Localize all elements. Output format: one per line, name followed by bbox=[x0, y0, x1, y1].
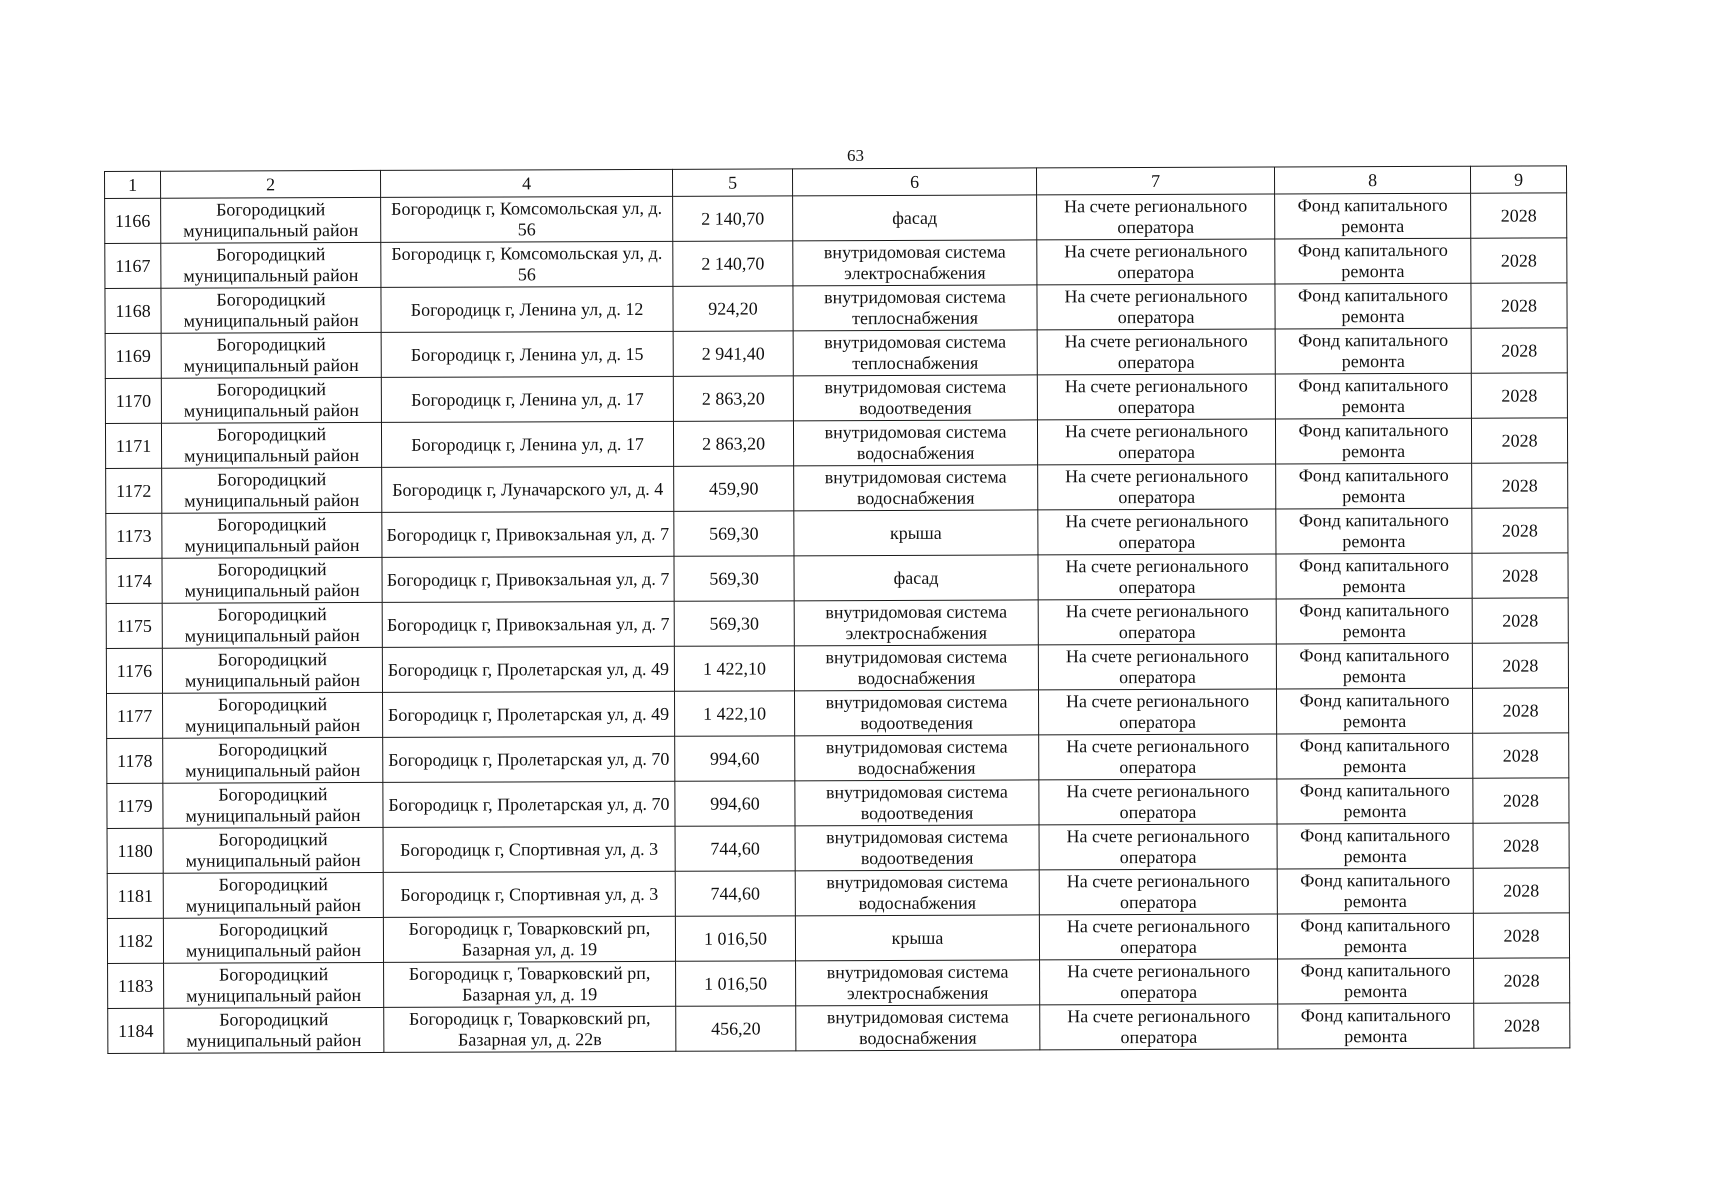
account-cell: На счете регионального оператора bbox=[1039, 869, 1277, 915]
row-number-cell: 1166 bbox=[105, 198, 161, 243]
funding-source-cell: Фонд капитального ремонта bbox=[1276, 688, 1472, 734]
area-cell: 569,30 bbox=[674, 511, 794, 556]
municipality-cell: Богородицкий муниципальный район bbox=[164, 1007, 384, 1053]
work-type-cell: внутридомовая система водоснабжения bbox=[795, 735, 1039, 781]
year-cell: 2028 bbox=[1473, 823, 1569, 868]
funding-source-cell: Фонд капитального ремонта bbox=[1275, 418, 1471, 464]
area-cell: 1 016,50 bbox=[675, 916, 795, 961]
work-type-cell: внутридомовая система водоснабжения bbox=[794, 645, 1038, 691]
funding-source-cell: Фонд капитального ремонта bbox=[1275, 328, 1471, 374]
municipality-cell: Богородицкий муниципальный район bbox=[161, 422, 381, 468]
column-header: 1 bbox=[105, 171, 161, 198]
account-cell: На счете регионального оператора bbox=[1037, 329, 1275, 375]
row-number-cell: 1173 bbox=[106, 513, 162, 558]
funding-source-cell: Фонд капитального ремонта bbox=[1275, 238, 1471, 284]
year-cell: 2028 bbox=[1472, 463, 1568, 508]
funding-source-cell: Фонд капитального ремонта bbox=[1276, 643, 1472, 689]
municipality-cell: Богородицкий муниципальный район bbox=[164, 962, 384, 1008]
account-cell: На счете регионального оператора bbox=[1037, 194, 1275, 240]
area-cell: 1 016,50 bbox=[676, 961, 796, 1006]
area-cell: 744,60 bbox=[675, 871, 795, 916]
area-cell: 569,30 bbox=[674, 556, 794, 601]
account-cell: На счете регионального оператора bbox=[1038, 554, 1276, 600]
funding-source-cell: Фонд капитального ремонта bbox=[1277, 733, 1473, 779]
address-cell: Богородицк г, Пролетарская ул, д. 49 bbox=[383, 691, 675, 737]
account-cell: На счете регионального оператора bbox=[1040, 959, 1278, 1005]
row-number-cell: 1177 bbox=[107, 693, 163, 738]
account-cell: На счете регионального оператора bbox=[1039, 779, 1277, 825]
column-header: 9 bbox=[1470, 166, 1566, 193]
year-cell: 2028 bbox=[1471, 238, 1567, 283]
account-cell: На счете регионального оператора bbox=[1038, 599, 1276, 645]
row-number-cell: 1174 bbox=[106, 558, 162, 603]
table-row bbox=[107, 778, 1569, 829]
area-cell: 1 422,10 bbox=[674, 646, 794, 691]
work-type-cell: внутридомовая система водоотведения bbox=[795, 780, 1039, 826]
municipality-cell: Богородицкий муниципальный район bbox=[161, 287, 381, 333]
funding-source-cell: Фонд капитального ремонта bbox=[1276, 508, 1472, 554]
row-number-cell: 1168 bbox=[105, 288, 161, 333]
municipality-cell: Богородицкий муниципальный район bbox=[163, 872, 383, 918]
address-cell: Богородицк г, Товарковский рп, Базарная ул, д. 22в bbox=[384, 1006, 676, 1052]
address-cell: Богородицк г, Привокзальная ул, д. 7 bbox=[382, 556, 674, 602]
account-cell: На счете регионального оператора bbox=[1038, 689, 1276, 735]
work-type-cell: внутридомовая система электроснабжения bbox=[793, 240, 1037, 286]
work-type-cell: крыша bbox=[794, 510, 1038, 556]
municipality-cell: Богородицкий муниципальный район bbox=[163, 917, 383, 963]
year-cell: 2028 bbox=[1471, 328, 1567, 373]
year-cell: 2028 bbox=[1473, 733, 1569, 778]
row-number-cell: 1184 bbox=[108, 1008, 164, 1053]
table-row bbox=[108, 958, 1570, 1009]
address-cell: Богородицк г, Ленина ул, д. 17 bbox=[381, 376, 673, 422]
table-row bbox=[106, 553, 1568, 604]
municipality-cell: Богородицкий муниципальный район bbox=[162, 557, 382, 603]
area-cell: 1 422,10 bbox=[675, 691, 795, 736]
account-cell: На счете регионального оператора bbox=[1037, 239, 1275, 285]
row-number-cell: 1178 bbox=[107, 738, 163, 783]
year-cell: 2028 bbox=[1471, 283, 1567, 328]
work-type-cell: внутридомовая система водоотведения bbox=[795, 825, 1039, 871]
municipality-cell: Богородицкий муниципальный район bbox=[162, 512, 382, 558]
funding-source-cell: Фонд капитального ремонта bbox=[1275, 373, 1471, 419]
work-type-cell: внутридомовая система водоснабжения bbox=[794, 465, 1038, 511]
municipality-cell: Богородицкий муниципальный район bbox=[161, 197, 381, 243]
address-cell: Богородицк г, Комсомольская ул, д. 56 bbox=[381, 241, 673, 287]
funding-source-cell: Фонд капитального ремонта bbox=[1278, 958, 1474, 1004]
municipality-cell: Богородицкий муниципальный район bbox=[162, 467, 382, 513]
work-type-cell: фасад bbox=[793, 195, 1037, 241]
municipality-cell: Богородицкий муниципальный район bbox=[161, 242, 381, 288]
municipality-cell: Богородицкий муниципальный район bbox=[163, 827, 383, 873]
column-header: 7 bbox=[1036, 167, 1274, 195]
year-cell: 2028 bbox=[1474, 958, 1570, 1003]
column-header: 6 bbox=[792, 168, 1036, 196]
municipality-cell: Богородицкий муниципальный район bbox=[161, 332, 381, 378]
funding-source-cell: Фонд капитального ремонта bbox=[1278, 1003, 1474, 1049]
table-row bbox=[105, 328, 1567, 379]
municipality-cell: Богородицкий муниципальный район bbox=[163, 737, 383, 783]
area-cell: 2 941,40 bbox=[673, 331, 793, 376]
year-cell: 2028 bbox=[1472, 688, 1568, 733]
row-number-cell: 1170 bbox=[105, 378, 161, 423]
account-cell: На счете регионального оператора bbox=[1039, 824, 1277, 870]
address-cell: Богородицк г, Ленина ул, д. 12 bbox=[381, 286, 673, 332]
account-cell: На счете регионального оператора bbox=[1037, 284, 1275, 330]
table-body bbox=[105, 193, 1570, 1054]
area-cell: 2 863,20 bbox=[673, 376, 793, 421]
account-cell: На счете регионального оператора bbox=[1039, 734, 1277, 780]
funding-source-cell: Фонд капитального ремонта bbox=[1277, 868, 1473, 914]
funding-source-cell: Фонд капитального ремонта bbox=[1275, 283, 1471, 329]
table-row bbox=[107, 868, 1569, 919]
year-cell: 2028 bbox=[1472, 598, 1568, 643]
address-cell: Богородицк г, Товарковский рп, Базарная ул, д. 19 bbox=[383, 916, 675, 962]
work-type-cell: внутридомовая система водоснабжения bbox=[793, 420, 1037, 466]
address-cell: Богородицк г, Привокзальная ул, д. 7 bbox=[382, 601, 674, 647]
table-row bbox=[107, 733, 1569, 784]
account-cell: На счете регионального оператора bbox=[1037, 374, 1275, 420]
row-number-cell: 1176 bbox=[106, 648, 162, 693]
funding-source-cell: Фонд капитального ремонта bbox=[1277, 913, 1473, 959]
address-cell: Богородицк г, Пролетарская ул, д. 49 bbox=[382, 646, 674, 692]
row-number-cell: 1175 bbox=[106, 603, 162, 648]
account-cell: На счете регионального оператора bbox=[1037, 419, 1275, 465]
year-cell: 2028 bbox=[1472, 643, 1568, 688]
municipality-cell: Богородицкий муниципальный район bbox=[161, 377, 381, 423]
funding-source-cell: Фонд капитального ремонта bbox=[1276, 553, 1472, 599]
year-cell: 2028 bbox=[1472, 508, 1568, 553]
account-cell: На счете регионального оператора bbox=[1038, 644, 1276, 690]
table-row bbox=[107, 823, 1569, 874]
area-cell: 2 140,70 bbox=[673, 196, 793, 241]
row-number-cell: 1167 bbox=[105, 243, 161, 288]
column-header: 4 bbox=[380, 169, 672, 197]
row-number-cell: 1182 bbox=[107, 918, 163, 963]
address-cell: Богородицк г, Товарковский рп, Базарная ул, д. 19 bbox=[384, 961, 676, 1007]
year-cell: 2028 bbox=[1473, 913, 1569, 958]
area-cell: 456,20 bbox=[676, 1006, 796, 1051]
funding-source-cell: Фонд капитального ремонта bbox=[1276, 598, 1472, 644]
work-type-cell: внутридомовая система электроснабжения bbox=[794, 600, 1038, 646]
area-cell: 994,60 bbox=[675, 781, 795, 826]
work-type-cell: внутридомовая система электроснабжения bbox=[796, 960, 1040, 1006]
document-sheet bbox=[104, 166, 1540, 1054]
row-number-cell: 1171 bbox=[105, 423, 161, 468]
work-type-cell: фасад bbox=[794, 555, 1038, 601]
work-type-cell: внутридомовая система водоснабжения bbox=[795, 870, 1039, 916]
funding-source-cell: Фонд капитального ремонта bbox=[1275, 193, 1471, 239]
table-row bbox=[105, 283, 1567, 334]
year-cell: 2028 bbox=[1472, 553, 1568, 598]
municipality-cell: Богородицкий муниципальный район bbox=[163, 782, 383, 828]
address-cell: Богородицк г, Комсомольская ул, д. 56 bbox=[381, 196, 673, 242]
column-header: 8 bbox=[1274, 166, 1470, 194]
work-type-cell: внутридомовая система теплоснабжения bbox=[793, 330, 1037, 376]
year-cell: 2028 bbox=[1471, 193, 1567, 238]
row-number-cell: 1179 bbox=[107, 783, 163, 828]
area-cell: 924,20 bbox=[673, 286, 793, 331]
table-row bbox=[108, 1003, 1570, 1054]
funding-source-cell: Фонд капитального ремонта bbox=[1277, 823, 1473, 869]
table-row bbox=[107, 688, 1569, 739]
address-cell: Богородицк г, Привокзальная ул, д. 7 bbox=[382, 511, 674, 557]
area-cell: 569,30 bbox=[674, 601, 794, 646]
column-header: 2 bbox=[161, 170, 381, 198]
table-row bbox=[106, 463, 1568, 514]
area-cell: 459,90 bbox=[674, 466, 794, 511]
work-type-cell: внутридомовая система водоснабжения bbox=[796, 1005, 1040, 1051]
table-row bbox=[105, 238, 1567, 289]
account-cell: На счете регионального оператора bbox=[1038, 509, 1276, 555]
work-type-cell: внутридомовая система водоотведения bbox=[793, 375, 1037, 421]
page-number: 63 bbox=[847, 146, 864, 165]
address-cell: Богородицк г, Луначарского ул, д. 4 bbox=[382, 466, 674, 512]
row-number-cell: 1172 bbox=[106, 468, 162, 513]
address-cell: Богородицк г, Спортивная ул, д. 3 bbox=[383, 826, 675, 872]
table-row bbox=[106, 508, 1568, 559]
area-cell: 994,60 bbox=[675, 736, 795, 781]
year-cell: 2028 bbox=[1473, 778, 1569, 823]
funding-source-cell: Фонд капитального ремонта bbox=[1277, 778, 1473, 824]
table-row bbox=[107, 913, 1569, 964]
table-row bbox=[106, 598, 1568, 649]
work-type-cell: внутридомовая система теплоснабжения bbox=[793, 285, 1037, 331]
account-cell: На счете регионального оператора bbox=[1038, 464, 1276, 510]
row-number-cell: 1183 bbox=[108, 963, 164, 1008]
year-cell: 2028 bbox=[1471, 373, 1567, 418]
address-cell: Богородицк г, Ленина ул, д. 15 bbox=[381, 331, 673, 377]
work-type-cell: крыша bbox=[795, 915, 1039, 961]
year-cell: 2028 bbox=[1473, 868, 1569, 913]
municipality-cell: Богородицкий муниципальный район bbox=[162, 647, 382, 693]
year-cell: 2028 bbox=[1471, 418, 1567, 463]
address-cell: Богородицк г, Ленина ул, д. 17 bbox=[381, 421, 673, 467]
area-cell: 2 140,70 bbox=[673, 241, 793, 286]
table-row bbox=[105, 418, 1567, 469]
year-cell: 2028 bbox=[1474, 1003, 1570, 1048]
address-cell: Богородицк г, Пролетарская ул, д. 70 bbox=[383, 736, 675, 782]
row-number-cell: 1181 bbox=[107, 873, 163, 918]
funding-source-cell: Фонд капитального ремонта bbox=[1276, 463, 1472, 509]
capital-repair-table bbox=[104, 165, 1570, 1054]
area-cell: 2 863,20 bbox=[673, 421, 793, 466]
table-row bbox=[106, 643, 1568, 694]
municipality-cell: Богородицкий муниципальный район bbox=[163, 692, 383, 738]
row-number-cell: 1180 bbox=[107, 828, 163, 873]
account-cell: На счете регионального оператора bbox=[1040, 1004, 1278, 1050]
area-cell: 744,60 bbox=[675, 826, 795, 871]
table-row bbox=[105, 193, 1567, 244]
table-row bbox=[105, 373, 1567, 424]
address-cell: Богородицк г, Спортивная ул, д. 3 bbox=[383, 871, 675, 917]
work-type-cell: внутридомовая система водоотведения bbox=[795, 690, 1039, 736]
column-header: 5 bbox=[672, 169, 792, 196]
account-cell: На счете регионального оператора bbox=[1039, 914, 1277, 960]
row-number-cell: 1169 bbox=[105, 333, 161, 378]
address-cell: Богородицк г, Пролетарская ул, д. 70 bbox=[383, 781, 675, 827]
municipality-cell: Богородицкий муниципальный район bbox=[162, 602, 382, 648]
